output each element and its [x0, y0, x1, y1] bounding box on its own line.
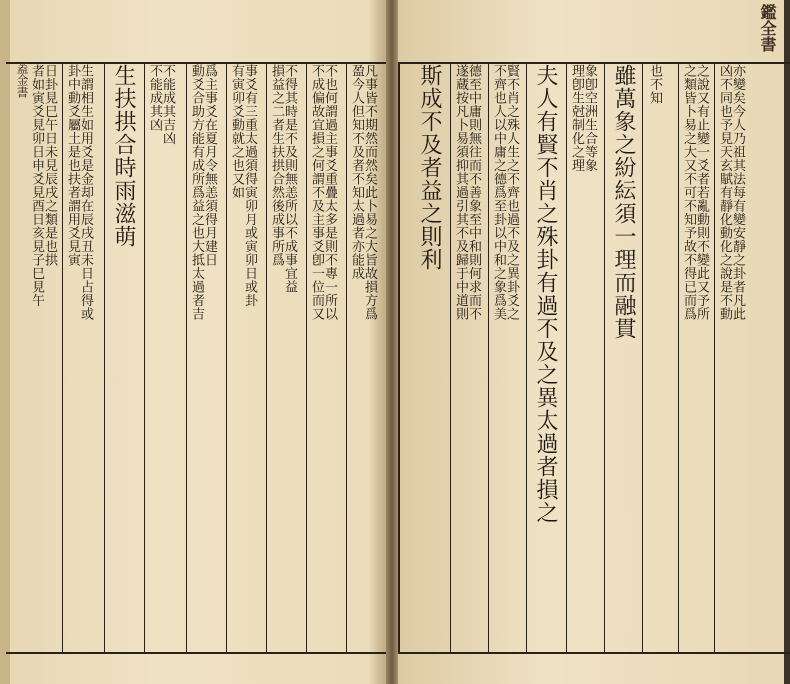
left-col-1	[350, 64, 376, 652]
right-col-9	[718, 64, 744, 652]
left-col-4	[230, 64, 256, 652]
left-col-9-b: 者如寅爻見卯日申爻見酉日亥見子巳見午	[29, 64, 44, 307]
column-rule	[604, 62, 605, 654]
left-col-4-a: 事爻有三重太過須得寅卯月或寅卯日或卦	[242, 64, 257, 307]
left-col-8	[66, 64, 92, 652]
column-rule	[714, 62, 715, 654]
left-col-1-b: 盈今人但知不及者不知太過者亦能成	[349, 64, 364, 280]
column-rule	[62, 62, 63, 654]
left-main-heading: 生扶拱合時雨滋萌	[111, 64, 136, 248]
right-col-2-b: 理卽生尅制化之理	[569, 64, 584, 172]
right-col-5-b: 遂蔵按凡卜易須抑其過引其不及歸于中道則	[453, 64, 468, 321]
right-col-4-a: 賢不肖之殊人生之不齊也過不及之異卦爻之	[504, 64, 519, 321]
left-col-9-a: 日卦見巳午日未見辰戌之類是也拱	[42, 64, 57, 267]
left-col-5-a: 爲主事爻在夏月令無恙須得月建日	[202, 64, 217, 267]
right-col-8-a: 之說又有止變一爻者若亂動則不變此又予所	[694, 64, 709, 321]
left-col-2	[310, 64, 336, 652]
column-rule	[642, 62, 643, 654]
left-col-3	[270, 64, 296, 652]
column-rule	[566, 62, 567, 654]
left-col-2-b: 不成偏故宜損之何謂不及主事爻卽一位而又	[309, 64, 324, 321]
column-rule	[306, 62, 307, 654]
left-col-8-a: 生謂相生如用爻是金却在辰戌丑未日占得或	[78, 64, 93, 321]
right-col-4	[492, 64, 518, 652]
right-col-2	[570, 64, 596, 652]
left-col-4-b: 有寅卯爻動就之也又如	[229, 64, 244, 199]
right-col-8	[682, 64, 708, 652]
left-col-9	[30, 64, 56, 652]
right-col-9-b: 凶不同也予見天玄賦有靜化動化之說是不動	[717, 64, 732, 321]
column-rule	[104, 62, 105, 654]
right-col-5	[454, 64, 480, 652]
right-col-8-b: 之類皆卜易之大又不可不知予故不得已而爲	[681, 64, 696, 321]
right-heading-3: 斯成不及者益之則利	[417, 64, 442, 271]
left-col-5	[190, 64, 216, 652]
column-rule	[266, 62, 267, 654]
column-rule	[186, 62, 187, 654]
column-rule	[678, 62, 679, 654]
right-page	[396, 0, 784, 684]
left-col-3-a: 不得其時是不及則無恙所以不成事宜益	[282, 64, 297, 294]
left-margin-title: 蓋金書	[15, 62, 29, 98]
right-col-5-a: 德至中庸則無往而不善象至中和則何求而不	[466, 64, 481, 321]
right-col-9-a: 亦變矣今人乃祖其法每有變安靜之卦者凡此	[730, 64, 745, 321]
left-col-6-b: 不能成其凶	[147, 64, 162, 132]
right-col-2-a: 象卽空洲生合等象	[582, 64, 597, 172]
right-col-4-b: 不齊也人以中庸之德爲至卦以中和之象爲美	[491, 64, 506, 321]
left-col-8-b: 卦中動爻屬土是也扶者謂用爻見寅	[65, 64, 80, 267]
left-col-6-a: 不能成其吉凶	[160, 64, 175, 145]
left-col-1-a: 凡事皆不期然而然矣此卜易之大旨故損方爲	[362, 64, 377, 321]
left-col-5-b: 動爻合助方能有成所爲益之也大抵太過者吉	[189, 64, 204, 321]
right-col-7	[648, 64, 661, 652]
right-heading-1: 雖萬象之紛紜須一理而融貫	[611, 64, 636, 340]
left-col-2-a: 不也何謂過主事爻重疊太多是則不專一所以	[322, 64, 337, 321]
left-col-6	[148, 64, 174, 652]
column-rule	[450, 62, 451, 654]
column-rule	[488, 62, 489, 654]
right-heading-2: 夫人有賢不肖之殊卦有過不及之異太過者損之	[533, 64, 558, 524]
right-header-title: 鑑全書	[758, 4, 777, 52]
left-col-3-b: 損益之二者生扶拱合然後成事所爲	[269, 64, 284, 267]
column-rule	[144, 62, 145, 654]
column-rule	[526, 62, 527, 654]
right-col-7-a: 也不知	[647, 64, 662, 105]
column-rule	[346, 62, 347, 654]
left-page	[0, 0, 388, 684]
column-rule	[226, 62, 227, 654]
